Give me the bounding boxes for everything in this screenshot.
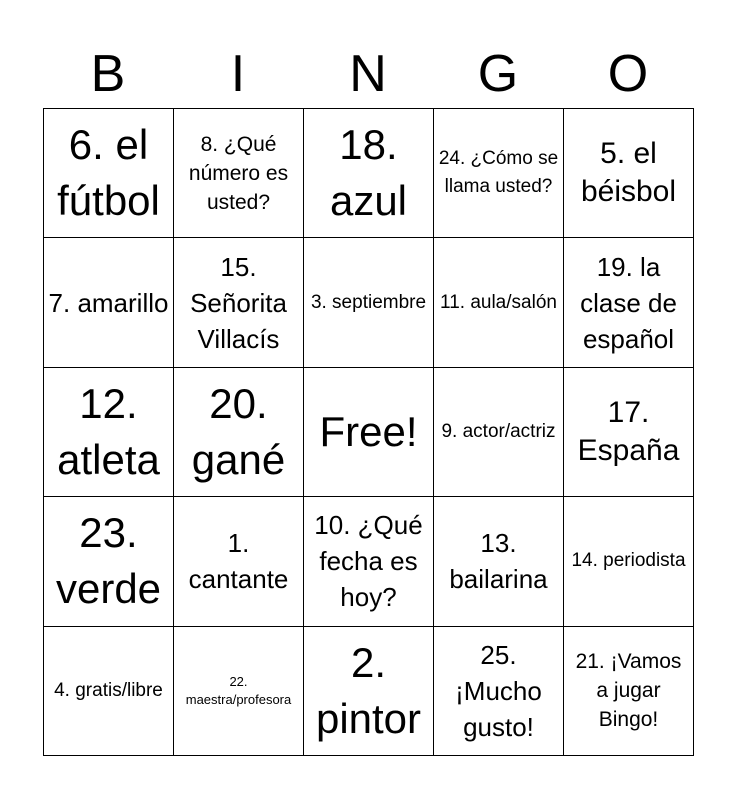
bingo-cell-free[interactable] (304, 368, 434, 497)
cell-label: 5. el béisbol (580, 137, 677, 209)
bingo-cell-r5c2[interactable] (174, 627, 304, 756)
header-letter-o: O (607, 45, 649, 103)
cell-label: 10. ¿Qué fecha es hoy? (314, 510, 423, 613)
bingo-cell-r1c5[interactable] (564, 109, 694, 238)
bingo-cell-r4c3[interactable] (304, 497, 434, 626)
bingo-cell-r1c3[interactable] (304, 109, 434, 238)
bingo-cell-r2c3[interactable] (304, 238, 434, 367)
cell-label: 23. verde (55, 509, 162, 613)
bingo-card (43, 108, 694, 756)
header-letter-i: I (230, 45, 246, 103)
cell-label: 25. ¡Mucho gusto! (455, 639, 542, 742)
cell-label: 6. el fútbol (57, 121, 160, 225)
bingo-cell-r3c1[interactable] (44, 368, 174, 497)
cell-label: 2. pintor (315, 638, 422, 742)
bingo-cell-r1c1[interactable] (44, 109, 174, 238)
bingo-cell-r5c4[interactable] (434, 627, 564, 756)
cell-label: 9. actor/actriz (441, 420, 556, 442)
cell-label: 20. gané (191, 379, 286, 483)
cell-label: 7. amarillo (48, 287, 169, 318)
cell-label: 15. Señorita Villacís (190, 251, 287, 354)
bingo-cell-r2c5[interactable] (564, 238, 694, 367)
bingo-cell-r3c4[interactable] (434, 368, 564, 497)
bingo-cell-r3c2[interactable] (174, 368, 304, 497)
cell-label: 24. ¿Cómo se llama usted? (438, 148, 559, 198)
bingo-cell-r1c2[interactable] (174, 109, 304, 238)
bingo-cell-r4c1[interactable] (44, 497, 174, 626)
cell-label: 1. cantante (188, 528, 289, 595)
cell-label: 18. azul (329, 121, 408, 225)
cell-label: 14. periodista (571, 550, 686, 572)
cell-label: 4. gratis/libre (54, 679, 163, 701)
bingo-cell-r2c1[interactable] (44, 238, 174, 367)
cell-label: 8. ¿Qué número es usted? (188, 132, 289, 214)
bingo-cell-r5c5[interactable] (564, 627, 694, 756)
cell-label: 22. maestra/profesora (185, 673, 292, 707)
bingo-cell-r5c1[interactable] (44, 627, 174, 756)
bingo-cell-r3c5[interactable] (564, 368, 694, 497)
bingo-cell-r4c5[interactable] (564, 497, 694, 626)
bingo-cell-r1c4[interactable] (434, 109, 564, 238)
cell-label: 11. aula/salón (440, 291, 557, 313)
bingo-cell-r2c4[interactable] (434, 238, 564, 367)
cell-label: 12. atleta (57, 379, 160, 483)
bingo-cell-r2c2[interactable] (174, 238, 304, 367)
header-letter-b: B (90, 45, 126, 103)
cell-label: 3. septiembre (310, 291, 427, 313)
cell-label: 17. España (577, 395, 680, 467)
cell-label: 19. la clase de español (580, 251, 677, 354)
bingo-cell-r5c3[interactable] (304, 627, 434, 756)
header-letter-g: G (477, 45, 519, 103)
header-letter-n: N (349, 45, 387, 103)
bingo-cell-r4c4[interactable] (434, 497, 564, 626)
cell-label: 21. ¡Vamos a jugar Bingo! (575, 650, 682, 732)
bingo-header (43, 40, 693, 108)
cell-label: 13. bailarina (449, 528, 548, 595)
free-space-label: Free! (319, 407, 418, 455)
bingo-cell-r4c2[interactable] (174, 497, 304, 626)
